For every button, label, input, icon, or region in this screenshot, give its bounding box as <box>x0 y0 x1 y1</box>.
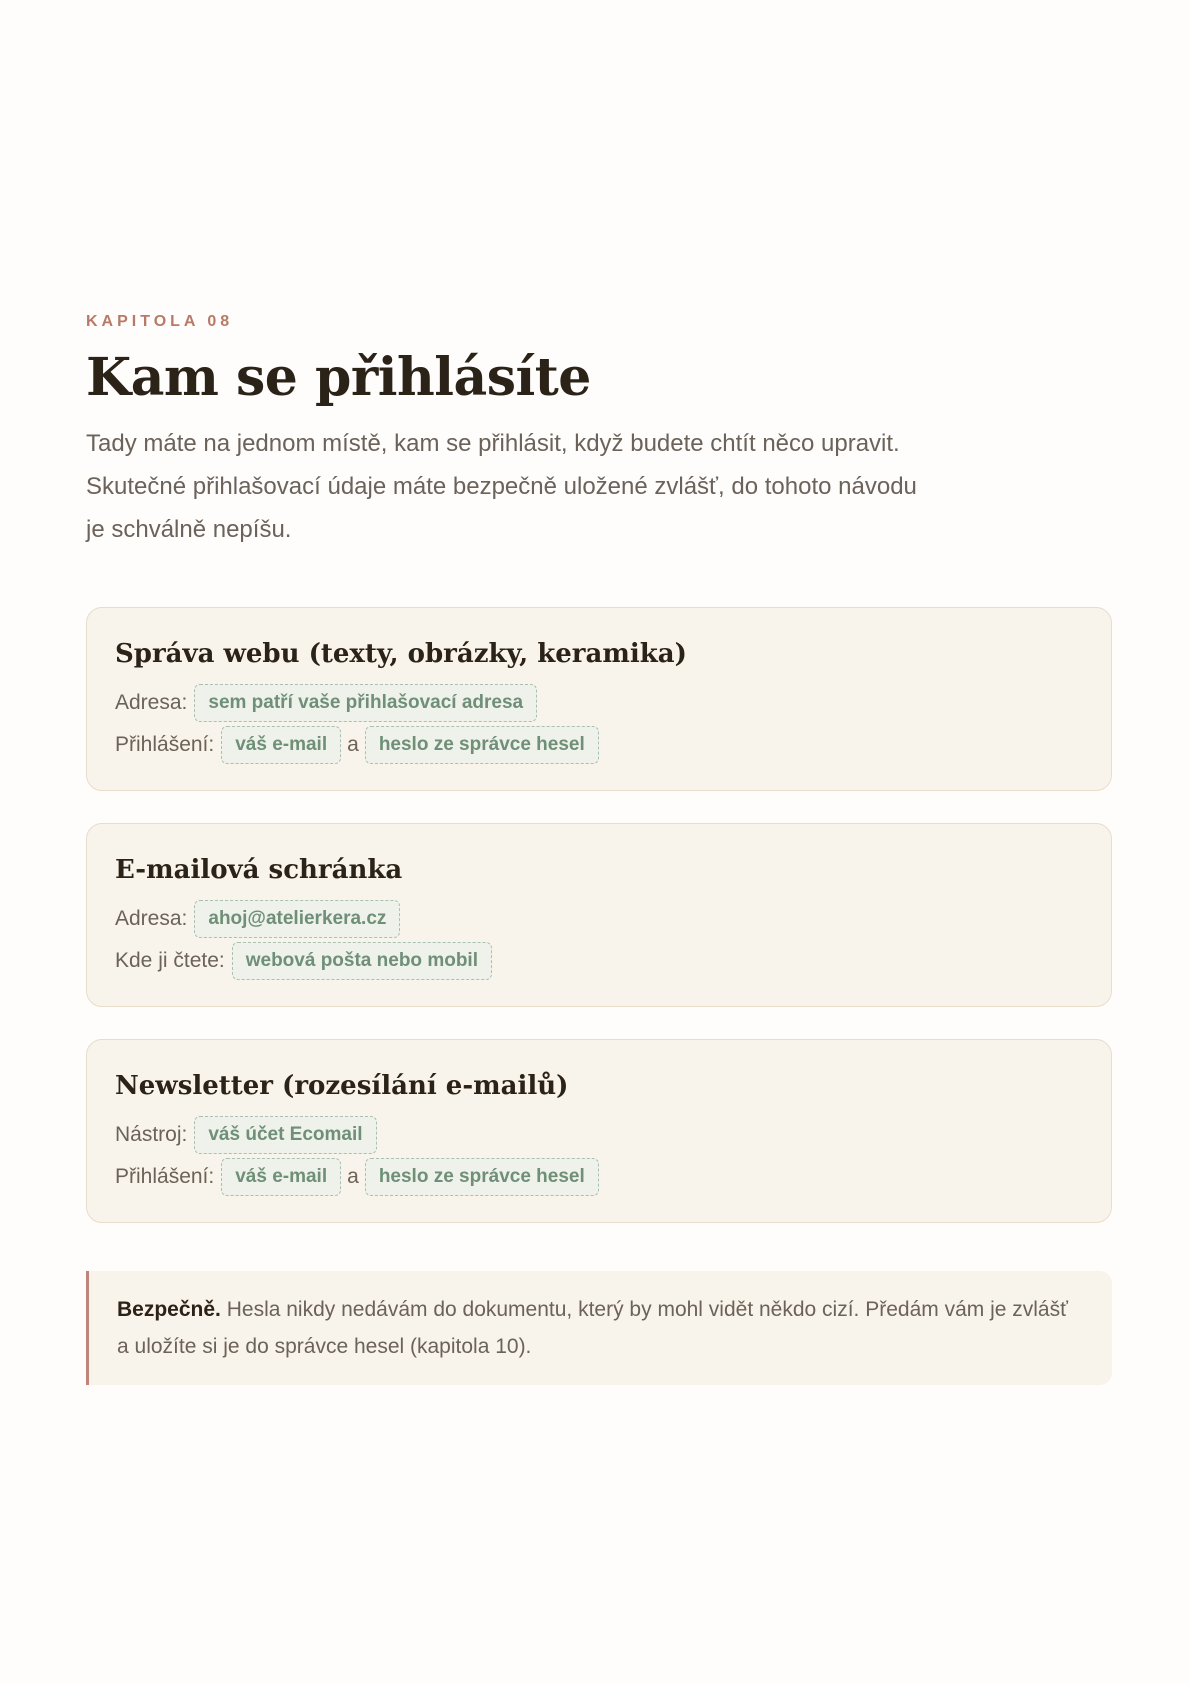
card-row-where <box>115 942 1083 980</box>
card-title: Správa webu (texty, obrázky, keramika) <box>115 639 687 669</box>
row-label: Nástroj: <box>115 1123 188 1146</box>
intro-paragraph: Tady máte na jednom místě, kam se přihlásit, když budete chtít něco upravit. Skutečné přihlašovací údaje máte bezpečně uložené zvlášť, do tohoto návodu je schválně nepíšu. <box>86 430 917 543</box>
value-pill: váš účet Ecomail <box>194 1116 376 1154</box>
value-pill: sem patří vaše přihlašovací adresa <box>194 684 537 722</box>
card-row-address <box>115 684 1083 722</box>
row-label: Adresa: <box>115 907 188 930</box>
value-pill: heslo ze správce hesel <box>365 726 599 764</box>
value-pill: ahoj@atelierkera.cz <box>194 900 400 938</box>
security-callout <box>86 1271 1112 1385</box>
card-row-address <box>115 900 1083 938</box>
page-title: Kam se přihlásíte <box>86 347 591 408</box>
callout-text: Hesla nikdy nedávám do dokumentu, který by mohl vidět někdo cizí. Předám vám je zvlášť a uložíte si je do správce hesel (kapitola 10). <box>117 1298 1068 1358</box>
row-label: Adresa: <box>115 691 188 714</box>
card-row-login <box>115 1158 1083 1196</box>
card-title: Newsletter (rozesílání e-mailů) <box>115 1071 569 1101</box>
row-label: Přihlášení: <box>115 733 215 756</box>
chapter-kicker: KAPITOLA 08 <box>86 313 234 330</box>
page <box>86 312 1112 1385</box>
row-separator: a <box>347 1165 359 1188</box>
card-newsletter <box>86 1039 1112 1223</box>
row-separator: a <box>347 733 359 756</box>
row-label: Přihlášení: <box>115 1165 215 1188</box>
value-pill: webová pošta nebo mobil <box>232 942 492 980</box>
card-row-tool <box>115 1116 1083 1154</box>
card-web-admin <box>86 607 1112 791</box>
row-label: Kde ji čtete: <box>115 949 225 972</box>
value-pill: váš e-mail <box>221 726 341 764</box>
card-email-inbox <box>86 823 1112 1007</box>
value-pill: heslo ze správce hesel <box>365 1158 599 1196</box>
callout-lead: Bezpečně. <box>117 1298 221 1321</box>
card-row-login <box>115 726 1083 764</box>
value-pill: váš e-mail <box>221 1158 341 1196</box>
card-title: E-mailová schránka <box>115 855 403 885</box>
